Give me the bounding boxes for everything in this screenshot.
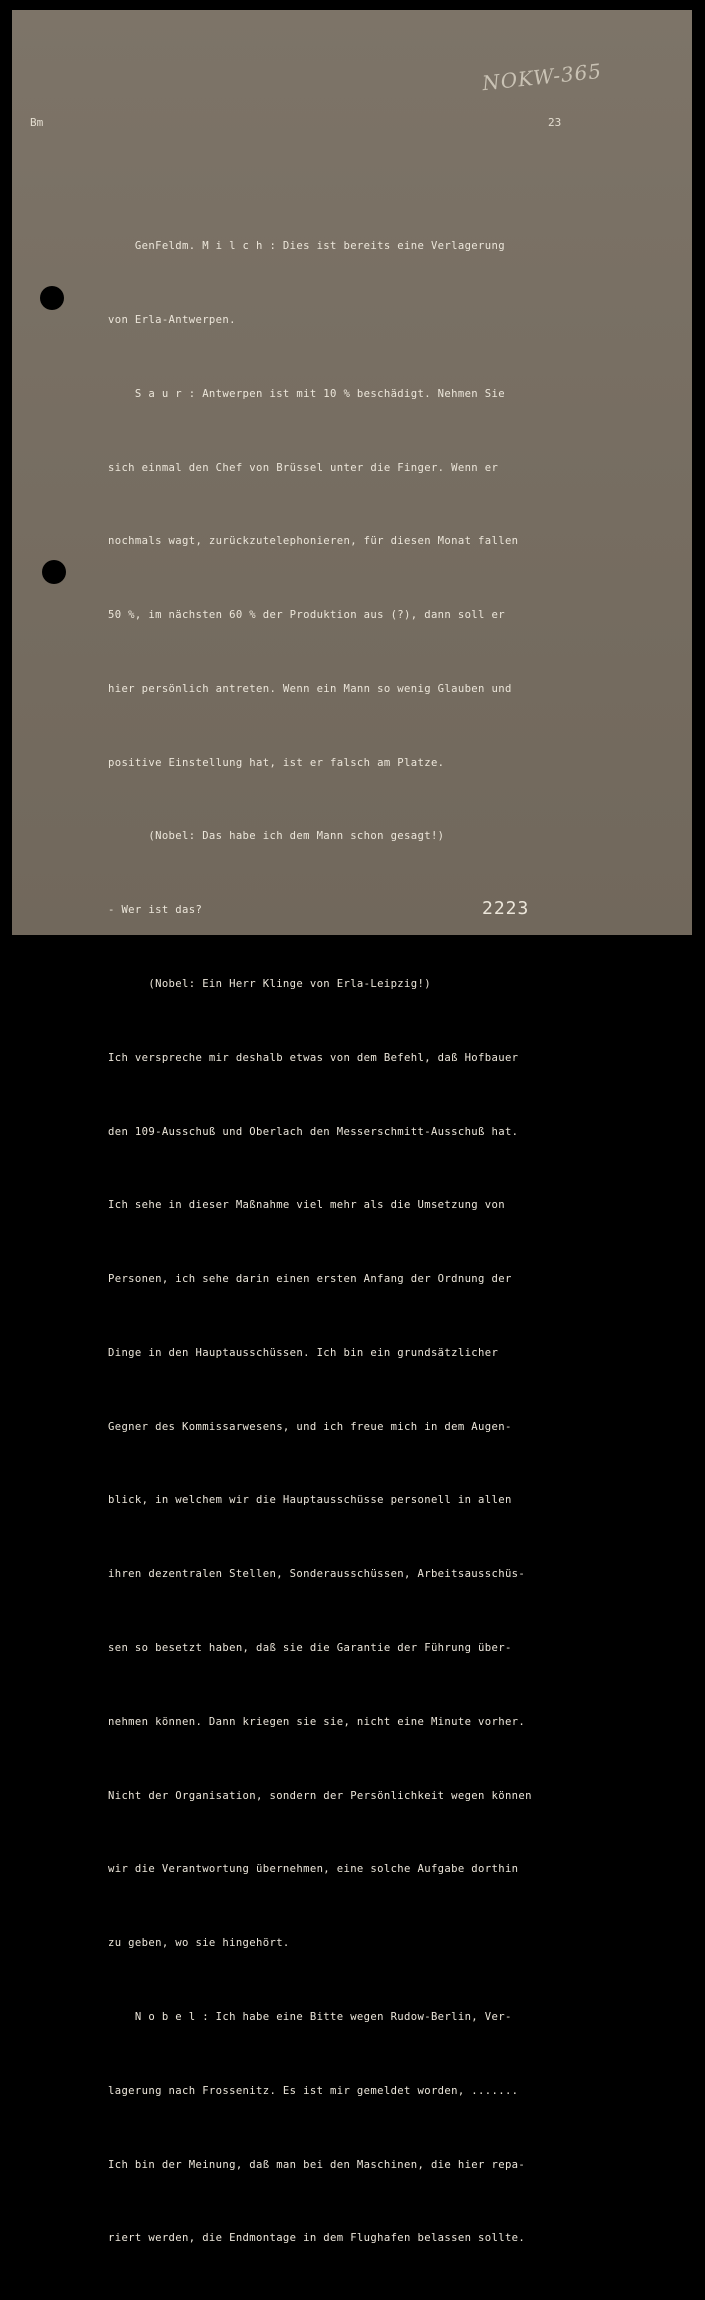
text-line: Personen, ich sehe darin einen ersten Anfang der Ordnung der bbox=[108, 1273, 512, 1286]
text-line: von Erla-Antwerpen. bbox=[108, 313, 236, 326]
text-line: Ich sehe in dieser Maßnahme viel mehr als die Umsetzung von bbox=[108, 1199, 505, 1212]
punch-hole-top bbox=[40, 286, 64, 310]
text-line: lagerung nach Frossenitz. Es ist mir gemeldet worden, ....... bbox=[108, 2084, 519, 2097]
document-body bbox=[108, 185, 578, 2300]
text-line: Ich verspreche mir deshalb etwas von dem Befehl, daß Hofbauer bbox=[108, 1051, 519, 1064]
text-line: Ich bin der Meinung, daß man bei den Maschinen, die hier repa- bbox=[108, 2158, 526, 2171]
text-line: riert werden, die Endmontage in dem Flughafen belassen sollte. bbox=[108, 2232, 526, 2245]
header-initials: Bm bbox=[30, 116, 44, 129]
document-stamp: NOKW-365 bbox=[481, 58, 604, 96]
text-line: S a u r : Antwerpen ist mit 10 % beschädigt. Nehmen Sie bbox=[108, 387, 505, 400]
text-line: Gegner des Kommissarwesens, und ich freue mich in dem Augen- bbox=[108, 1420, 512, 1433]
text-line: den 109-Ausschuß und Oberlach den Messerschmitt-Ausschuß hat. bbox=[108, 1125, 519, 1138]
punch-hole-bottom bbox=[42, 560, 66, 584]
text-line: positive Einstellung hat, ist er falsch am Platze. bbox=[108, 756, 445, 769]
text-line: GenFeldm. M i l c h : Dies ist bereits eine Verlagerung bbox=[108, 240, 505, 253]
text-line: zu geben, wo sie hingehört. bbox=[108, 1937, 290, 1950]
text-line: 50 %, im nächsten 60 % der Produktion aus (?), dann soll er bbox=[108, 609, 505, 622]
text-line: sich einmal den Chef von Brüssel unter die Finger. Wenn er bbox=[108, 461, 499, 474]
text-line: ihren dezentralen Stellen, Sonderausschüssen, Arbeitsausschüs- bbox=[108, 1568, 526, 1581]
document-archive-number: 2223 bbox=[482, 898, 530, 919]
page-number: 23 bbox=[548, 116, 562, 129]
text-line: Dinge in den Hauptausschüssen. Ich bin ein grundsätzlicher bbox=[108, 1346, 499, 1359]
document-page bbox=[12, 10, 692, 2245]
text-line: - Wer ist das? bbox=[108, 904, 203, 917]
text-line: blick, in welchem wir die Hauptausschüsse personell in allen bbox=[108, 1494, 512, 1507]
text-line: wir die Verantwortung übernehmen, eine solche Aufgabe dorthin bbox=[108, 1863, 519, 1876]
text-line: (Nobel: Ein Herr Klinge von Erla-Leipzig!) bbox=[108, 978, 431, 990]
text-line: (Nobel: Das habe ich dem Mann schon gesagt!) bbox=[108, 830, 445, 843]
text-line: nehmen können. Dann kriegen sie sie, nicht eine Minute vorher. bbox=[108, 1715, 526, 1728]
text-line: sen so besetzt haben, daß sie die Garantie der Führung über- bbox=[108, 1642, 512, 1655]
text-line: N o b e l : Ich habe eine Bitte wegen Rudow-Berlin, Ver- bbox=[108, 2010, 512, 2023]
text-line: hier persönlich antreten. Wenn ein Mann so wenig Glauben und bbox=[108, 682, 512, 695]
text-line: Nicht der Organisation, sondern der Persönlichkeit wegen können bbox=[108, 1789, 532, 1802]
text-line: nochmals wagt, zurückzutelephonieren, für diesen Monat fallen bbox=[108, 535, 519, 548]
